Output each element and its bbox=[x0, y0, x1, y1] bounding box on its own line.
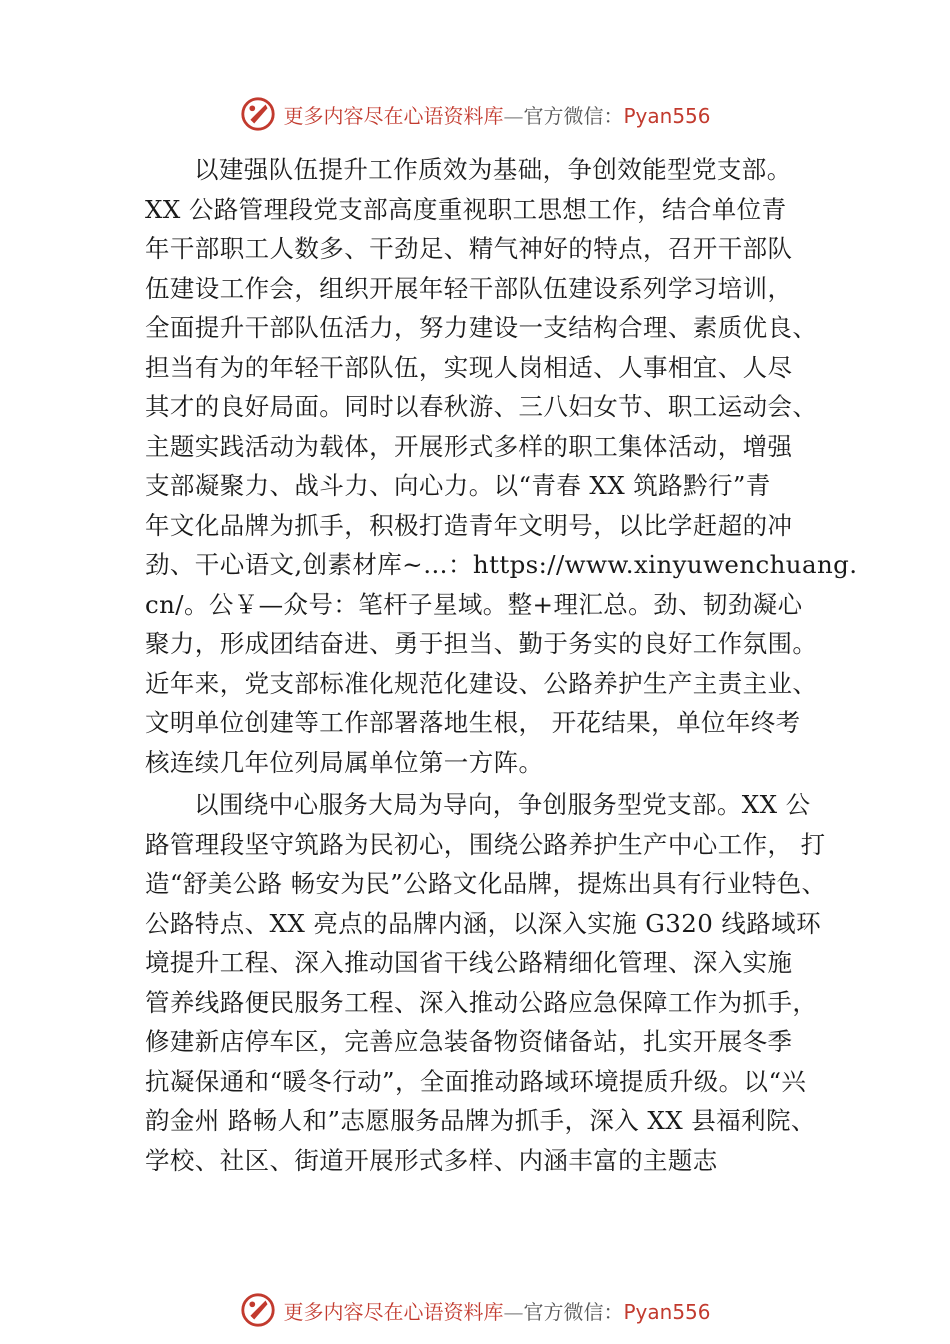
paragraph-line: 造“舒美公路 畅安为民”公路文化品牌，提炼出具有行业特色、 bbox=[145, 869, 827, 898]
paragraph-line: 全面提升干部队伍活力，努力建设一支结构合理、素质优良、 bbox=[145, 313, 818, 342]
banner-text: 更多内容尽在心语资料库—官方微信：Pyan556 bbox=[283, 103, 711, 128]
paragraph-line: 年干部职工人数多、干劲足、精气神好的特点，召开干部队 bbox=[145, 234, 793, 263]
paragraph-line: cn/。公￥—众号：笔杆子星域。整+理汇总。劲、韧劲凝心 bbox=[145, 589, 803, 619]
paragraph-line: 支部凝聚力、战斗力、向心力。以“青春 XX 筑路黔行”青 bbox=[145, 471, 771, 500]
paragraph-line: 年文化品牌为抓手，积极打造青年文明号，以比学赶超的冲 bbox=[145, 510, 793, 540]
paragraph-line: 以围绕中心服务大局为导向，争创服务型党支部。XX 公 bbox=[194, 790, 811, 819]
paragraph-line: 韵金州 路畅人和”志愿服务品牌为抓手，深入 XX 县福利院、 bbox=[145, 1106, 816, 1135]
paragraph-line: 其才的良好局面。同时以春秋游、三八妇女节、职工运动会、 bbox=[145, 392, 818, 421]
paragraph-line: 修建新店停车区，完善应急装备物资储备站，扎实开展冬季 bbox=[145, 1027, 793, 1056]
paragraph-line: 核连续几年位列局属单位第一方阵。 bbox=[145, 747, 544, 777]
paragraph-line: 公路特点、XX 亮点的品牌内涵，以深入实施 G320 线路域环 bbox=[145, 908, 821, 938]
paragraph-line: 文明单位创建等工作部署落地生根， 开花结果，单位年终考 bbox=[145, 708, 801, 737]
brand-logo-icon bbox=[239, 1291, 277, 1329]
paragraph-line: XX 公路管理段党支部高度重视职工思想工作，结合单位青 bbox=[145, 194, 787, 224]
paragraph-line: 抗凝保通和“暖冬行动”，全面推动路域环境提质升级。以“兴 bbox=[145, 1066, 807, 1096]
paragraph-line: 学校、社区、街道开展形式多样、内涵丰富的主题志 bbox=[145, 1145, 718, 1175]
paragraph-line: 以建强队伍提升工作质效为基础，争创效能型党支部。 bbox=[194, 155, 792, 184]
paragraph-line: 聚力，形成团结奋进、勇于担当、勤于务实的良好工作氛围。 bbox=[145, 629, 818, 658]
banner-text: 更多内容尽在心语资料库—官方微信：Pyan556 bbox=[283, 1299, 711, 1324]
paragraph-line: 伍建设工作会，组织开展年轻干部队伍建设系列学习培训， bbox=[145, 273, 793, 303]
header-banner bbox=[0, 94, 950, 134]
paragraph-line: 主题实践活动为载体，开展形式多样的职工集体活动，增强 bbox=[145, 431, 793, 461]
paragraph-line: 劲、干心语文,创素材库~…：https://www.xinyuwenchuang. bbox=[145, 550, 858, 579]
paragraph-line: 担当有为的年轻干部队伍，实现人岗相适、人事相宜、人尽 bbox=[145, 352, 793, 382]
paragraph-line: 管养线路便民服务工程、深入推动公路应急保障工作为抓手， bbox=[145, 987, 818, 1017]
footer-banner bbox=[0, 1290, 950, 1330]
paragraph-line: 境提升工程、深入推动国省干线公路精细化管理、深入实施 bbox=[145, 948, 793, 977]
document-body bbox=[145, 150, 858, 1180]
brand-logo-icon bbox=[239, 95, 277, 133]
paragraph-line: 路管理段坚守筑路为民初心，围绕公路养护生产中心工作， 打 bbox=[145, 829, 826, 859]
paragraph-line: 近年来，党支部标准化规范化建设、公路养护生产主责主业、 bbox=[145, 668, 818, 698]
